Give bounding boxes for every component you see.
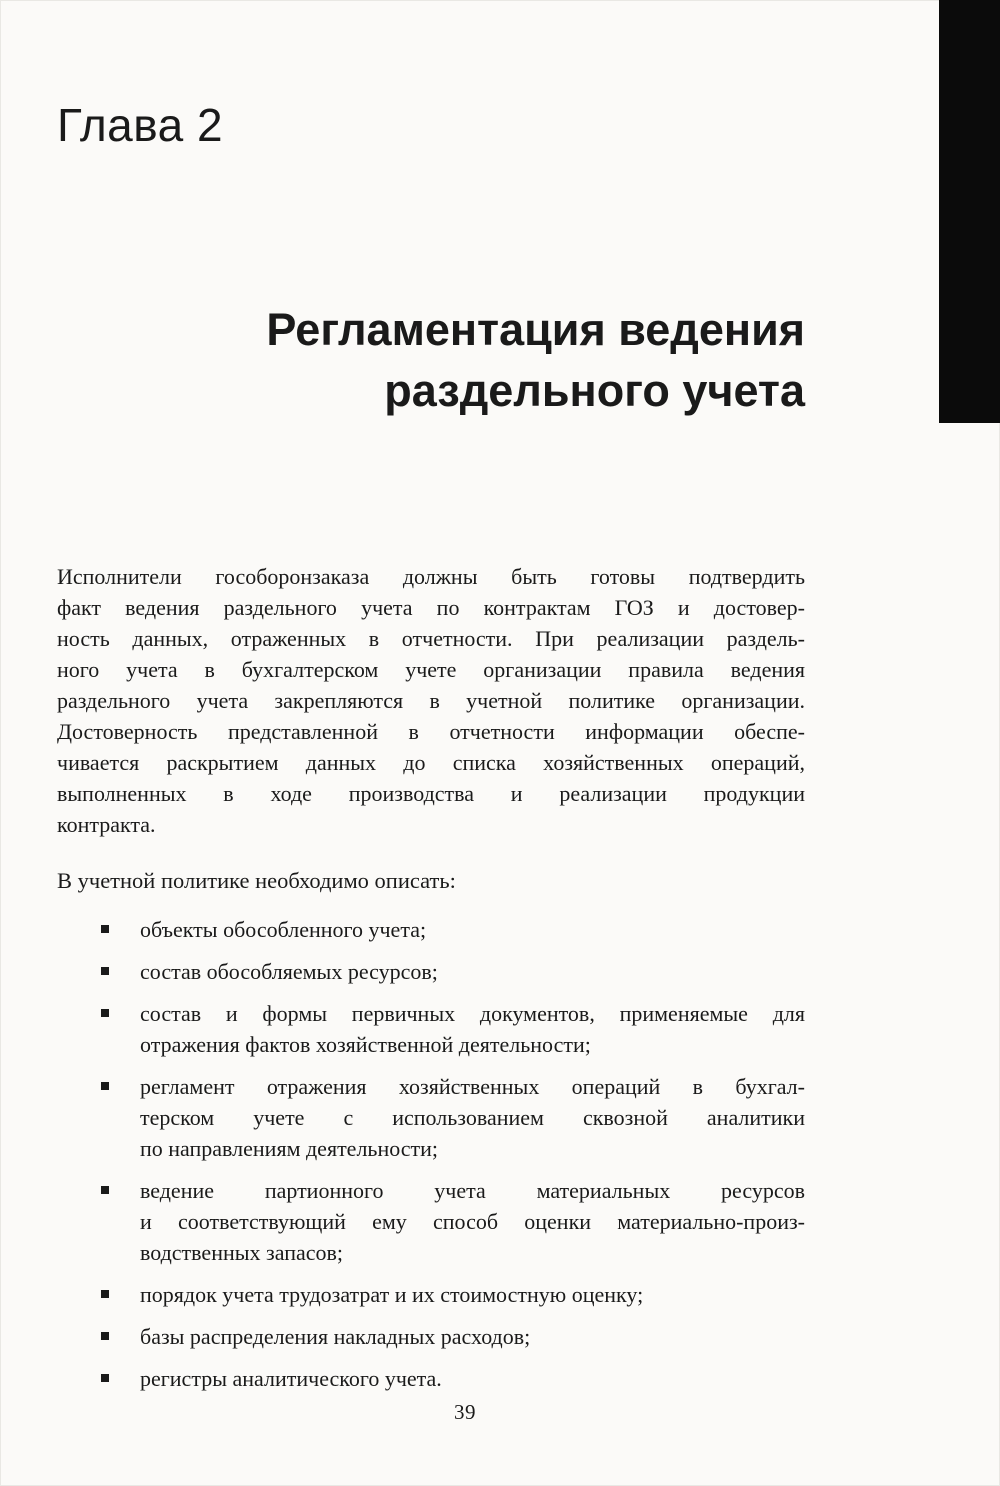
square-bullet-icon xyxy=(101,1374,109,1382)
text-line: водственных запасов; xyxy=(140,1240,343,1265)
page-number: 39 xyxy=(454,1400,476,1424)
square-bullet-icon xyxy=(101,1082,109,1090)
text-line: регистры аналитического учета. xyxy=(140,1366,442,1391)
list-item xyxy=(57,998,805,1060)
text-line: регламент отражения хозяйственных операций в бухгал- xyxy=(140,1074,805,1099)
text-line: по направлениям деятельности; xyxy=(140,1136,439,1161)
text-line: базы распределения накладных расходов; xyxy=(140,1324,531,1349)
chapter-edge-tab xyxy=(939,0,1000,423)
square-bullet-icon xyxy=(101,925,109,933)
text-line: раздельного учета закрепляются в учетной политике организации. xyxy=(57,688,805,713)
list-item xyxy=(57,1071,805,1164)
square-bullet-icon xyxy=(101,1332,109,1340)
text-line: состав и формы первичных документов, применяемые для xyxy=(140,1001,805,1026)
list-item xyxy=(57,914,805,945)
text-line: терском учете с использованием сквозной аналитики xyxy=(140,1105,805,1130)
text-line: объекты обособленного учета; xyxy=(140,917,427,942)
text-line: отражения фактов хозяйственной деятельности; xyxy=(140,1032,591,1057)
list-item xyxy=(57,1321,805,1352)
text-line: выполненных в ходе производства и реализации продукции xyxy=(57,781,805,806)
list-intro: В учетной политике необходимо описать: xyxy=(57,868,456,893)
text-line: Регламентация ведения xyxy=(266,304,805,355)
chapter-title xyxy=(57,299,805,421)
list-item xyxy=(57,1363,805,1394)
bullet-list xyxy=(57,914,805,1394)
list-item xyxy=(57,1279,805,1310)
text-column xyxy=(57,561,805,1405)
square-bullet-icon xyxy=(101,1290,109,1298)
square-bullet-icon xyxy=(101,1186,109,1194)
text-line: состав обособляемых ресурсов; xyxy=(140,959,438,984)
text-line: ного учета в бухгалтерском учете организации правила ведения xyxy=(57,657,805,682)
text-line: контракта. xyxy=(57,812,156,837)
text-line: раздельного учета xyxy=(384,365,805,416)
list-item xyxy=(57,1175,805,1268)
square-bullet-icon xyxy=(101,967,109,975)
intro-paragraph xyxy=(57,561,805,840)
text-line: и соответствующий ему способ оценки материально-произ- xyxy=(140,1209,805,1234)
text-line: ность данных, отраженных в отчетности. При реализации раздель- xyxy=(57,626,805,651)
square-bullet-icon xyxy=(101,1009,109,1017)
text-line: порядок учета трудозатрат и их стоимостную оценку; xyxy=(140,1282,644,1307)
text-line: факт ведения раздельного учета по контрактам ГОЗ и достовер- xyxy=(57,595,805,620)
text-line: Достоверность представленной в отчетности информации обеспе- xyxy=(57,719,805,744)
text-line: ведение партионного учета материальных ресурсов xyxy=(140,1178,805,1203)
chapter-label: Глава 2 xyxy=(57,99,224,151)
text-line: Исполнители гособоронзаказа должны быть готовы подтвердить xyxy=(57,564,805,589)
list-item xyxy=(57,956,805,987)
text-line: чивается раскрытием данных до списка хозяйственных операций, xyxy=(57,750,805,775)
